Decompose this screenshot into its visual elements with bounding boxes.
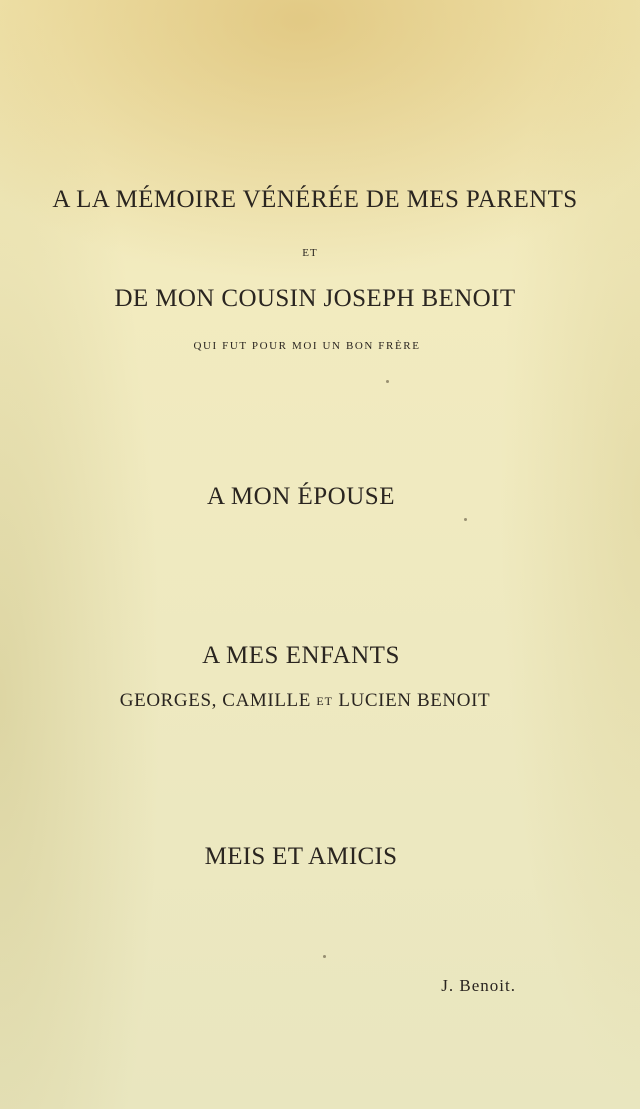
dedication-children-names [0,690,625,712]
children-names-et: ET [316,694,333,708]
author-signature: J. Benoit. [441,976,516,995]
paper-speck [323,955,326,958]
dedication-cousin-line: DE MON COUSIN JOSEPH BENOIT [114,285,516,312]
paper-speck [386,380,389,383]
dedication-parents-line: A LA MÉMOIRE VÉNÉRÉE DE MES PARENTS [52,186,578,213]
dedication-conjunction: ET [302,247,318,259]
children-names-last: LUCIEN BENOIT [338,690,491,711]
children-names-first: GEORGES, CAMILLE [119,690,311,711]
dedication-spouse-line: A MON ÉPOUSE [207,483,395,510]
dedication-friends-line: MEIS ET AMICIS [204,843,398,870]
dedication-children-line: A MES ENFANTS [202,642,400,669]
dedication-cousin-subline: QUI FUT POUR MOI UN BON FRÈRE [193,340,421,352]
paper-speck [464,518,467,521]
